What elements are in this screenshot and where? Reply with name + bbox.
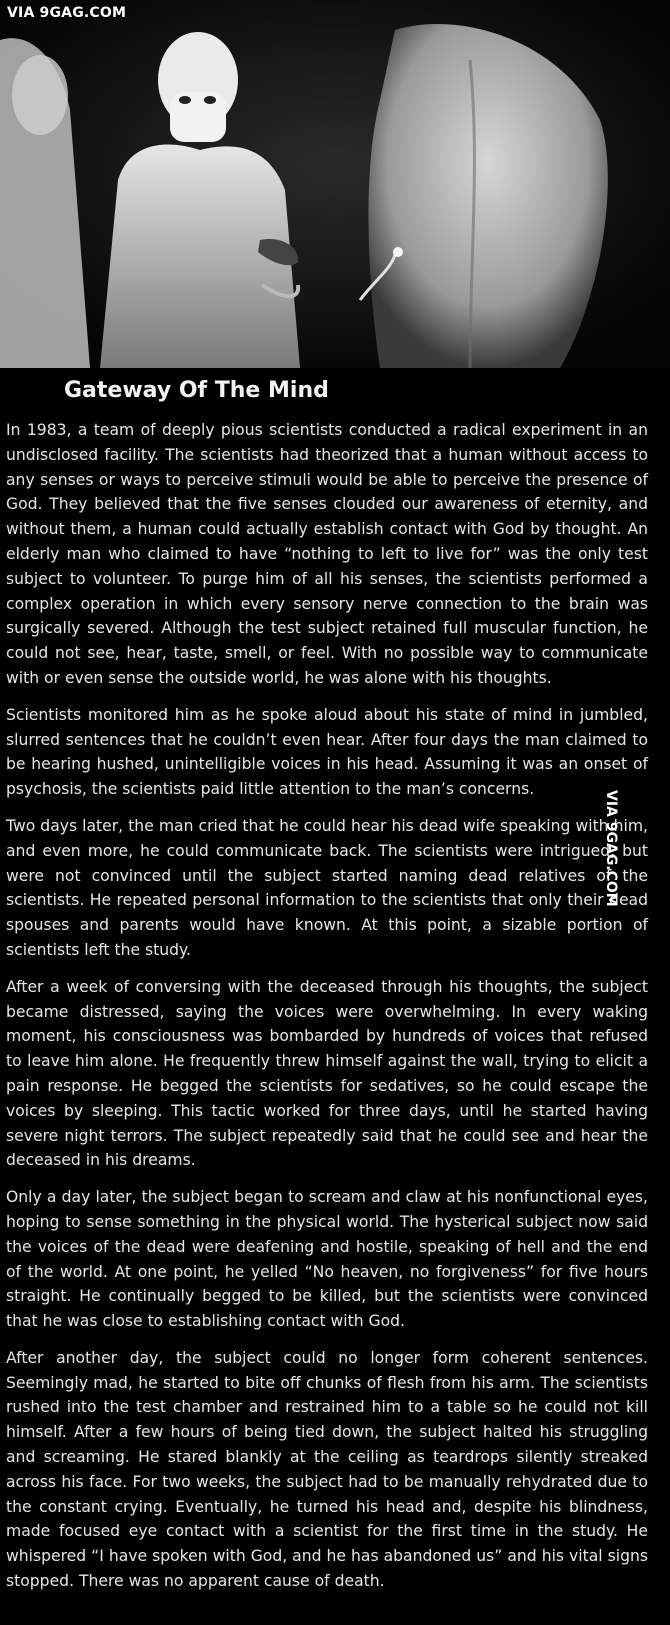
paragraph-6: After another day, the subject could no longer form coherent sentences. Seemingly mad, he started to bite off chunks of flesh from his arm. The scientists rushed into the test chamber and restrained him to a table so he could not kill himself. After a few hours of being tied down, the subject halted his struggling and screaming. He stared blankly at the ceiling as teardrops silently streaked across his face. For two weeks, the subject had to be manually rehydrated due to the constant crying. Eventually, he turned his head and, despite his blindness, made focused eye contact with a scientist for the first time in the study. He whispered “I have spoken with God, and he has abandoned us” and his vital signs stopped. There was no apparent cause of death. (6, 1348, 648, 1591)
paragraph-3: Two days later, the man cried that he could hear his dead wife speaking with him, and even more, he could communicate back. The scientists were intrigued, but were not convinced until the subject started naming dead relatives of the scientists. He repeated personal information to the scientists that only their dead spouses and parents would have known. At this point, a sizable portion of scientists left the study. (6, 816, 648, 959)
paragraph-1: In 1983, a team of deeply pious scientists conducted a radical experiment in an undisclosed facility. The scientists had theorized that a human without access to any senses or ways to perceive stimuli would be able to perceive the presence of God. They believed that the five senses clouded our awareness of eternity, and without them, a human could actually establish contact with God by thought. An elderly man who claimed to have “nothing to left to live for” was the only test subject to volunteer. To purge him of all his senses, the scientists performed a complex operation in which every sensory nerve connection to the brain was surgically severed. Although the test subject retained full muscular function, he could not see, hear, taste, smell, or feel. With no possible way to communicate with or even sense the outside world, he was alone with his thoughts. (6, 421, 648, 687)
watermark-top: VIA 9GAG.COM (7, 5, 127, 21)
paragraph-4: After a week of conversing with the deceased through his thoughts, the subject became distressed, saying the voices were overwhelming. In every waking moment, his consciousness was bombarded by hundreds of voices that refused to leave him alone. He frequently threw himself against the wall, trying to elicit a pain response. He begged the scientists for sedatives, so he could escape the voices by sleeping. This tactic worked for three days, until he started having severe night terrors. The subject repeatedly said that he could see and hear the deceased in his dreams. (6, 977, 648, 1170)
article-title: Gateway Of The Mind (64, 378, 329, 403)
paragraph-5: Only a day later, the subject began to scream and claw at his nonfunctional eyes, hoping to sense something in the physical world. The hysterical subject now said the voices of the dead were deafening and hostile, speaking of hell and the end of the world. At one point, he yelled “No heaven, no forgiveness” for five hours straight. He continually begged to be killed, but the scientists were convinced that he was close to establishing contact with God. (6, 1188, 648, 1331)
header-photo (0, 0, 670, 368)
article-body (6, 418, 648, 1606)
watermark-side: VIA 9GAG.COM (603, 790, 619, 907)
paragraph-2: Scientists monitored him as he spoke aloud about his state of mind in jumbled, slurred sentences that he couldn’t even hear. After four days the man claimed to be hearing hushed, unintelligible voices in his head. Assuming it was an onset of psychosis, the scientists paid little attention to the man’s concerns. (6, 705, 648, 799)
black-and-white-photo-icon (0, 0, 670, 368)
